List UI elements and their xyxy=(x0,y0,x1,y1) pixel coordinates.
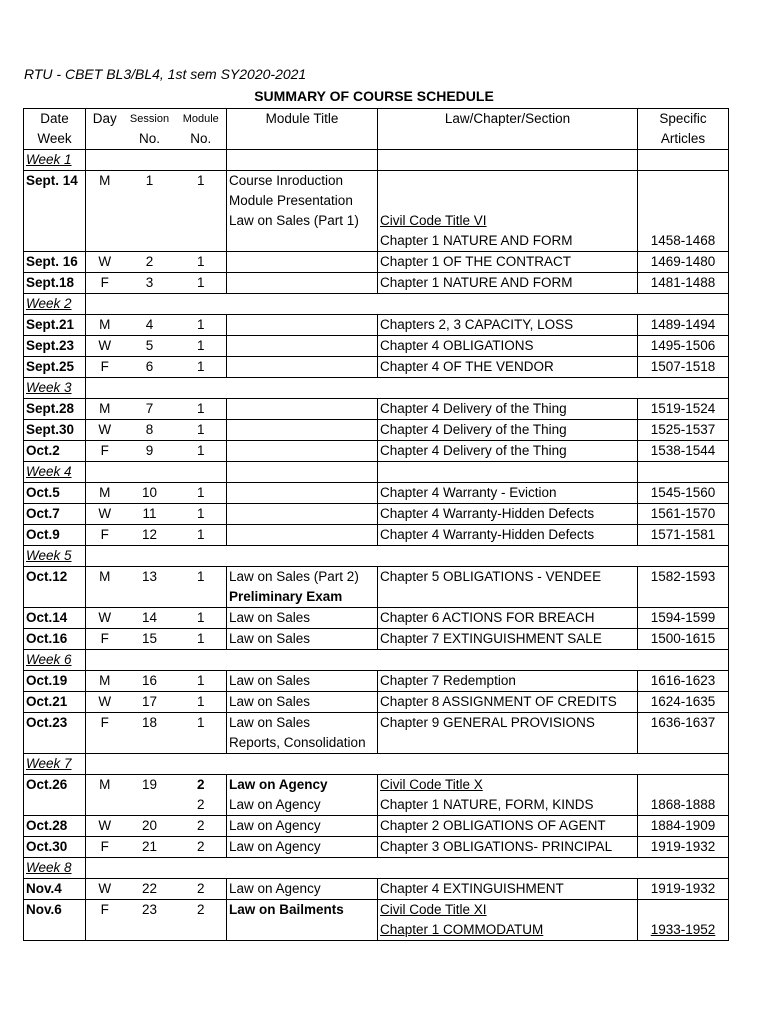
table-row: 2 Law on Agency Chapter 1 NATURE, FORM, KINDS 1868-1888 xyxy=(24,795,729,816)
header-law: Law/Chapter/Section xyxy=(378,109,638,130)
week-row xyxy=(24,462,729,483)
table-row: Sept.30 W 8 1 Chapter 4 Delivery of the Thing 1525-1537 xyxy=(24,420,729,441)
week-label: Week 7 xyxy=(24,754,86,775)
table-row: Sept. 16 W 2 1 Chapter 1 OF THE CONTRACT 1469-1480 xyxy=(24,252,729,273)
table-row: Oct.28 W 20 2 Law on Agency Chapter 2 OBLIGATIONS OF AGENT 1884-1909 xyxy=(24,816,729,837)
table-row: Oct.12 M 13 1 Law on Sales (Part 2) Chapter 5 OBLIGATIONS - VENDEE 1582-1593 xyxy=(24,567,729,588)
table-row: Oct.7 W 11 1 Chapter 4 Warranty-Hidden Defects 1561-1570 xyxy=(24,504,729,525)
week-row xyxy=(24,294,729,315)
document-title: SUMMARY OF COURSE SCHEDULE xyxy=(254,88,494,104)
header-module: Module xyxy=(176,109,227,130)
week-label: Week 3 xyxy=(24,378,86,399)
week-row xyxy=(24,150,729,171)
course-schedule-table xyxy=(23,108,729,941)
header-module-title: Module Title xyxy=(227,109,378,130)
table-row: Oct.2 F 9 1 Chapter 4 Delivery of the Thing 1538-1544 xyxy=(24,441,729,462)
table-row: Oct.19 M 16 1 Law on Sales Chapter 7 Redemption 1616-1623 xyxy=(24,671,729,692)
table-row: Sept.25 F 6 1 Chapter 4 OF THE VENDOR 1507-1518 xyxy=(24,357,729,378)
week-row xyxy=(24,650,729,671)
week-label: Week 6 xyxy=(24,650,86,671)
header-row-2 xyxy=(24,129,729,150)
header-row xyxy=(24,109,729,130)
table-row: Preliminary Exam xyxy=(24,587,729,608)
header-articles: Articles xyxy=(638,129,729,150)
table-row: Oct.23 F 18 1 Law on Sales Chapter 9 GENERAL PROVISIONS 1636-1637 xyxy=(24,713,729,734)
header-specific: Specific xyxy=(638,109,729,130)
week-row xyxy=(24,754,729,775)
table-row: Law on Sales (Part 1) Civil Code Title VI xyxy=(24,211,729,231)
week-label: Week 4 xyxy=(24,462,86,483)
table-row: Sept.18 F 3 1 Chapter 1 NATURE AND FORM 1481-1488 xyxy=(24,273,729,294)
header-session: Session xyxy=(124,109,176,130)
week-label: Week 1 xyxy=(24,150,86,171)
table-row: Reports, Consolidation xyxy=(24,733,729,754)
table-row: Oct.14 W 14 1 Law on Sales Chapter 6 ACTIONS FOR BREACH 1594-1599 xyxy=(24,608,729,629)
header-date: Date xyxy=(24,109,86,130)
week-label: Week 2 xyxy=(24,294,86,315)
table-row: Oct.5 M 10 1 Chapter 4 Warranty - Eviction 1545-1560 xyxy=(24,483,729,504)
header-session-no: No. xyxy=(124,129,176,150)
week-row xyxy=(24,858,729,879)
week-row xyxy=(24,546,729,567)
table-row: Oct.9 F 12 1 Chapter 4 Warranty-Hidden Defects 1571-1581 xyxy=(24,525,729,546)
table-row: Chapter 1 COMMODATUM 1933-1952 xyxy=(24,920,729,941)
document-subtitle: RTU - CBET BL3/BL4, 1st sem SY2020-2021 xyxy=(24,66,307,82)
week-label: Week 5 xyxy=(24,546,86,567)
week-label: Week 8 xyxy=(24,858,86,879)
header-week: Week xyxy=(24,129,86,150)
table-row: Oct.16 F 15 1 Law on Sales Chapter 7 EXTINGUISHMENT SALE 1500-1615 xyxy=(24,629,729,650)
table-row: Oct.21 W 17 1 Law on Sales Chapter 8 ASSIGNMENT OF CREDITS 1624-1635 xyxy=(24,692,729,713)
header-module-no: No. xyxy=(176,129,227,150)
table-row: Sept.28 M 7 1 Chapter 4 Delivery of the Thing 1519-1524 xyxy=(24,399,729,420)
table-row: Module Presentation xyxy=(24,191,729,211)
table-row: Nov.6 F 23 2 Law on Bailments Civil Code Title XI xyxy=(24,900,729,921)
table-row: Sept.23 W 5 1 Chapter 4 OBLIGATIONS 1495-1506 xyxy=(24,336,729,357)
table-row: Oct.30 F 21 2 Law on Agency Chapter 3 OBLIGATIONS- PRINCIPAL 1919-1932 xyxy=(24,837,729,858)
table-row: Nov.4 W 22 2 Law on Agency Chapter 4 EXTINGUISHMENT 1919-1932 xyxy=(24,879,729,900)
table-row: Chapter 1 NATURE AND FORM 1458-1468 xyxy=(24,231,729,252)
table-row: Sept. 14 M 1 1 Course Inroduction xyxy=(24,171,729,192)
table-row: Oct.26 M 19 2 Law on Agency Civil Code Title X xyxy=(24,775,729,796)
week-row xyxy=(24,378,729,399)
table-row: Sept.21 M 4 1 Chapters 2, 3 CAPACITY, LOSS 1489-1494 xyxy=(24,315,729,336)
header-day: Day xyxy=(86,109,124,130)
